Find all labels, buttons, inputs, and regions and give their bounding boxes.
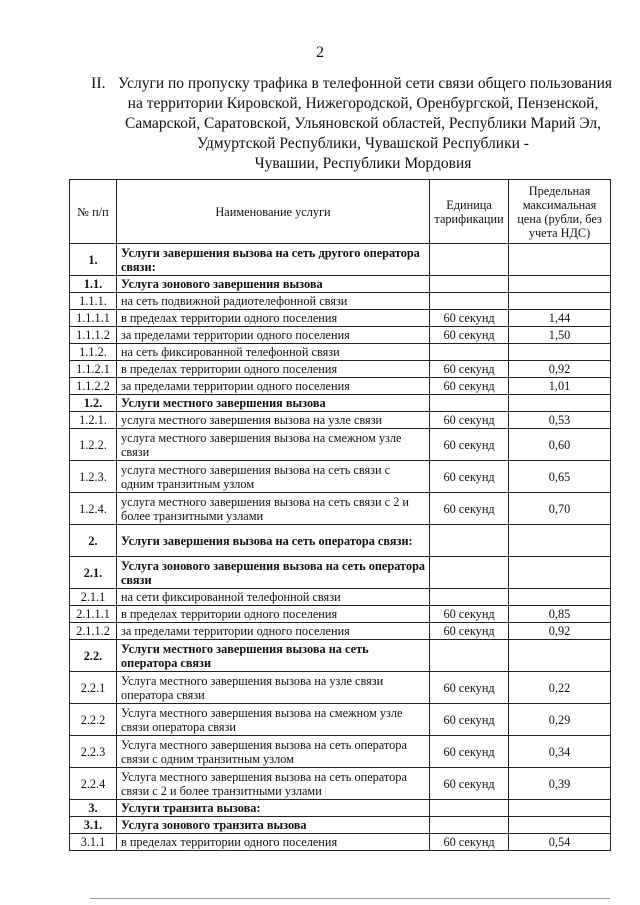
section-title (118, 74, 613, 174)
table-row (70, 327, 611, 344)
tariff-table (69, 179, 611, 851)
row-service-name: на сеть подвижной радиотелефонной связи (116, 293, 429, 310)
row-service-name: услуга местного завершения вызова на смежном узле связи (116, 429, 429, 461)
row-billing-unit (430, 244, 509, 276)
row-number: 2.1.1.1 (70, 606, 117, 623)
row-max-price: 0,54 (509, 834, 611, 851)
row-service-name: на сети фиксированной телефонной связи (116, 589, 429, 606)
row-billing-unit: 60 секунд (430, 736, 509, 768)
row-max-price: 0,39 (509, 768, 611, 800)
page-bottom-rule (90, 898, 610, 899)
row-number: 2.2.2 (70, 704, 117, 736)
row-number: 1.2.3. (70, 461, 117, 493)
row-billing-unit (430, 395, 509, 412)
table-row (70, 276, 611, 293)
row-number: 1.2.1. (70, 412, 117, 429)
row-billing-unit: 60 секунд (430, 834, 509, 851)
row-max-price (509, 525, 611, 557)
row-max-price: 0,92 (509, 361, 611, 378)
row-number: 2.1. (70, 557, 117, 589)
row-max-price: 1,44 (509, 310, 611, 327)
row-service-name: Услуга местного завершения вызова на сеть оператора связи с одним транзитным узлом (116, 736, 429, 768)
table-row (70, 378, 611, 395)
table-row (70, 768, 611, 800)
header-service-name: Наименование услуги (116, 180, 429, 244)
row-service-name: Услуги транзита вызова: (116, 800, 429, 817)
row-billing-unit (430, 800, 509, 817)
row-number: 2.2.3 (70, 736, 117, 768)
row-max-price: 0,60 (509, 429, 611, 461)
row-number: 2.2.1 (70, 672, 117, 704)
row-max-price (509, 589, 611, 606)
row-billing-unit: 60 секунд (430, 768, 509, 800)
row-billing-unit: 60 секунд (430, 672, 509, 704)
row-billing-unit: 60 секунд (430, 361, 509, 378)
row-number: 3. (70, 800, 117, 817)
row-billing-unit: 60 секунд (430, 606, 509, 623)
row-service-name: в пределах территории одного поселения (116, 834, 429, 851)
row-number: 2.2. (70, 640, 117, 672)
table-row (70, 525, 611, 557)
row-max-price (509, 800, 611, 817)
table-row (70, 672, 611, 704)
row-service-name: в пределах территории одного поселения (116, 310, 429, 327)
row-billing-unit (430, 589, 509, 606)
table-row (70, 361, 611, 378)
table-row (70, 461, 611, 493)
row-number: 3.1. (70, 817, 117, 834)
row-max-price: 1,50 (509, 327, 611, 344)
row-billing-unit (430, 817, 509, 834)
section-title-line: Услуги по пропуску трафика в телефонной сети связи общего пользования (118, 75, 613, 92)
row-service-name: Услуги завершения вызова на сеть другого оператора связи: (116, 244, 429, 276)
row-number: 1.2.4. (70, 493, 117, 525)
row-service-name: Услуга зонового завершения вызова на сеть оператора связи (116, 557, 429, 589)
row-billing-unit: 60 секунд (430, 310, 509, 327)
row-service-name: Услуга местного завершения вызова на узле связи оператора связи (116, 672, 429, 704)
row-number: 1. (70, 244, 117, 276)
row-max-price (509, 344, 611, 361)
table-row (70, 310, 611, 327)
table-row (70, 493, 611, 525)
table-row (70, 834, 611, 851)
row-max-price (509, 244, 611, 276)
table-row (70, 736, 611, 768)
row-billing-unit (430, 276, 509, 293)
row-service-name: Услуга местного завершения вызова на сеть оператора связи с 2 и более транзитными узлами (116, 768, 429, 800)
table-row (70, 293, 611, 310)
page-number: 2 (316, 44, 324, 61)
header-number: № п/п (70, 180, 117, 244)
row-max-price: 0,29 (509, 704, 611, 736)
table-row (70, 429, 611, 461)
row-billing-unit (430, 293, 509, 310)
row-max-price: 0,53 (509, 412, 611, 429)
row-service-name: услуга местного завершения вызова на узле связи (116, 412, 429, 429)
row-max-price (509, 640, 611, 672)
section-title-line: на территории Кировской, Нижегородской, Оренбургской, Пензенской, (127, 95, 599, 112)
table-row (70, 606, 611, 623)
row-billing-unit: 60 секунд (430, 461, 509, 493)
table-header-row (70, 180, 611, 244)
table-row (70, 395, 611, 412)
row-service-name: Услуги завершения вызова на сеть оператора связи: (116, 525, 429, 557)
table-row (70, 817, 611, 834)
row-max-price: 0,85 (509, 606, 611, 623)
row-billing-unit (430, 344, 509, 361)
row-billing-unit: 60 секунд (430, 378, 509, 395)
row-number: 1.1.2.2 (70, 378, 117, 395)
row-service-name: в пределах территории одного поселения (116, 606, 429, 623)
row-number: 1.1.2. (70, 344, 117, 361)
row-max-price (509, 293, 611, 310)
row-number: 1.2. (70, 395, 117, 412)
row-number: 1.1.1. (70, 293, 117, 310)
row-number: 2.2.4 (70, 768, 117, 800)
row-billing-unit: 60 секунд (430, 429, 509, 461)
row-service-name: Услуга местного завершения вызова на смежном узле связи оператора связи (116, 704, 429, 736)
section-title-line: Удмуртской Республики, Чувашской Республики - (197, 135, 529, 152)
row-service-name: за пределами территории одного поселения (116, 378, 429, 395)
row-number: 2. (70, 525, 117, 557)
row-max-price: 0,92 (509, 623, 611, 640)
row-billing-unit (430, 557, 509, 589)
row-max-price: 1,01 (509, 378, 611, 395)
row-billing-unit: 60 секунд (430, 623, 509, 640)
row-number: 1.2.2. (70, 429, 117, 461)
row-service-name: Услуги местного завершения вызова (116, 395, 429, 412)
section-title-line: Самарской, Саратовской, Ульяновской областей, Республики Марий Эл, (125, 115, 601, 132)
row-max-price (509, 557, 611, 589)
table-row (70, 640, 611, 672)
row-max-price: 0,22 (509, 672, 611, 704)
row-service-name: услуга местного завершения вызова на сеть связи с одним транзитным узлом (116, 461, 429, 493)
header-billing-unit: Единица тарификации (430, 180, 509, 244)
row-billing-unit (430, 525, 509, 557)
table-row (70, 344, 611, 361)
row-number: 1.1.1.2 (70, 327, 117, 344)
row-max-price: 0,34 (509, 736, 611, 768)
row-service-name: Услуги местного завершения вызова на сеть оператора связи (116, 640, 429, 672)
row-service-name: Услуга зонового транзита вызова (116, 817, 429, 834)
table-row (70, 412, 611, 429)
row-number: 1.1.2.1 (70, 361, 117, 378)
row-service-name: Услуга зонового завершения вызова (116, 276, 429, 293)
table-row (70, 589, 611, 606)
row-service-name: за пределами территории одного поселения (116, 623, 429, 640)
row-number: 1.1. (70, 276, 117, 293)
header-max-price: Предельная максимальная цена (рубли, без учета НДС) (509, 180, 611, 244)
row-max-price (509, 276, 611, 293)
table-row (70, 623, 611, 640)
row-max-price: 0,65 (509, 461, 611, 493)
table-row (70, 244, 611, 276)
table-row (70, 800, 611, 817)
row-max-price (509, 395, 611, 412)
row-service-name: услуга местного завершения вызова на сеть связи с 2 и более транзитными узлами (116, 493, 429, 525)
table-body (70, 244, 611, 851)
table-row (70, 557, 611, 589)
table-row (70, 704, 611, 736)
row-billing-unit (430, 640, 509, 672)
section-title-line: Чувашии, Республики Мордовия (254, 155, 472, 172)
row-billing-unit: 60 секунд (430, 412, 509, 429)
row-billing-unit: 60 секунд (430, 493, 509, 525)
row-service-name: в пределах территории одного поселения (116, 361, 429, 378)
row-number: 2.1.1.2 (70, 623, 117, 640)
row-service-name: за пределами территории одного поселения (116, 327, 429, 344)
row-number: 1.1.1.1 (70, 310, 117, 327)
row-number: 2.1.1 (70, 589, 117, 606)
row-billing-unit: 60 секунд (430, 327, 509, 344)
row-max-price (509, 817, 611, 834)
row-service-name: на сеть фиксированной телефонной связи (116, 344, 429, 361)
row-max-price: 0,70 (509, 493, 611, 525)
row-billing-unit: 60 секунд (430, 704, 509, 736)
row-number: 3.1.1 (70, 834, 117, 851)
section-number: II. (91, 75, 106, 92)
